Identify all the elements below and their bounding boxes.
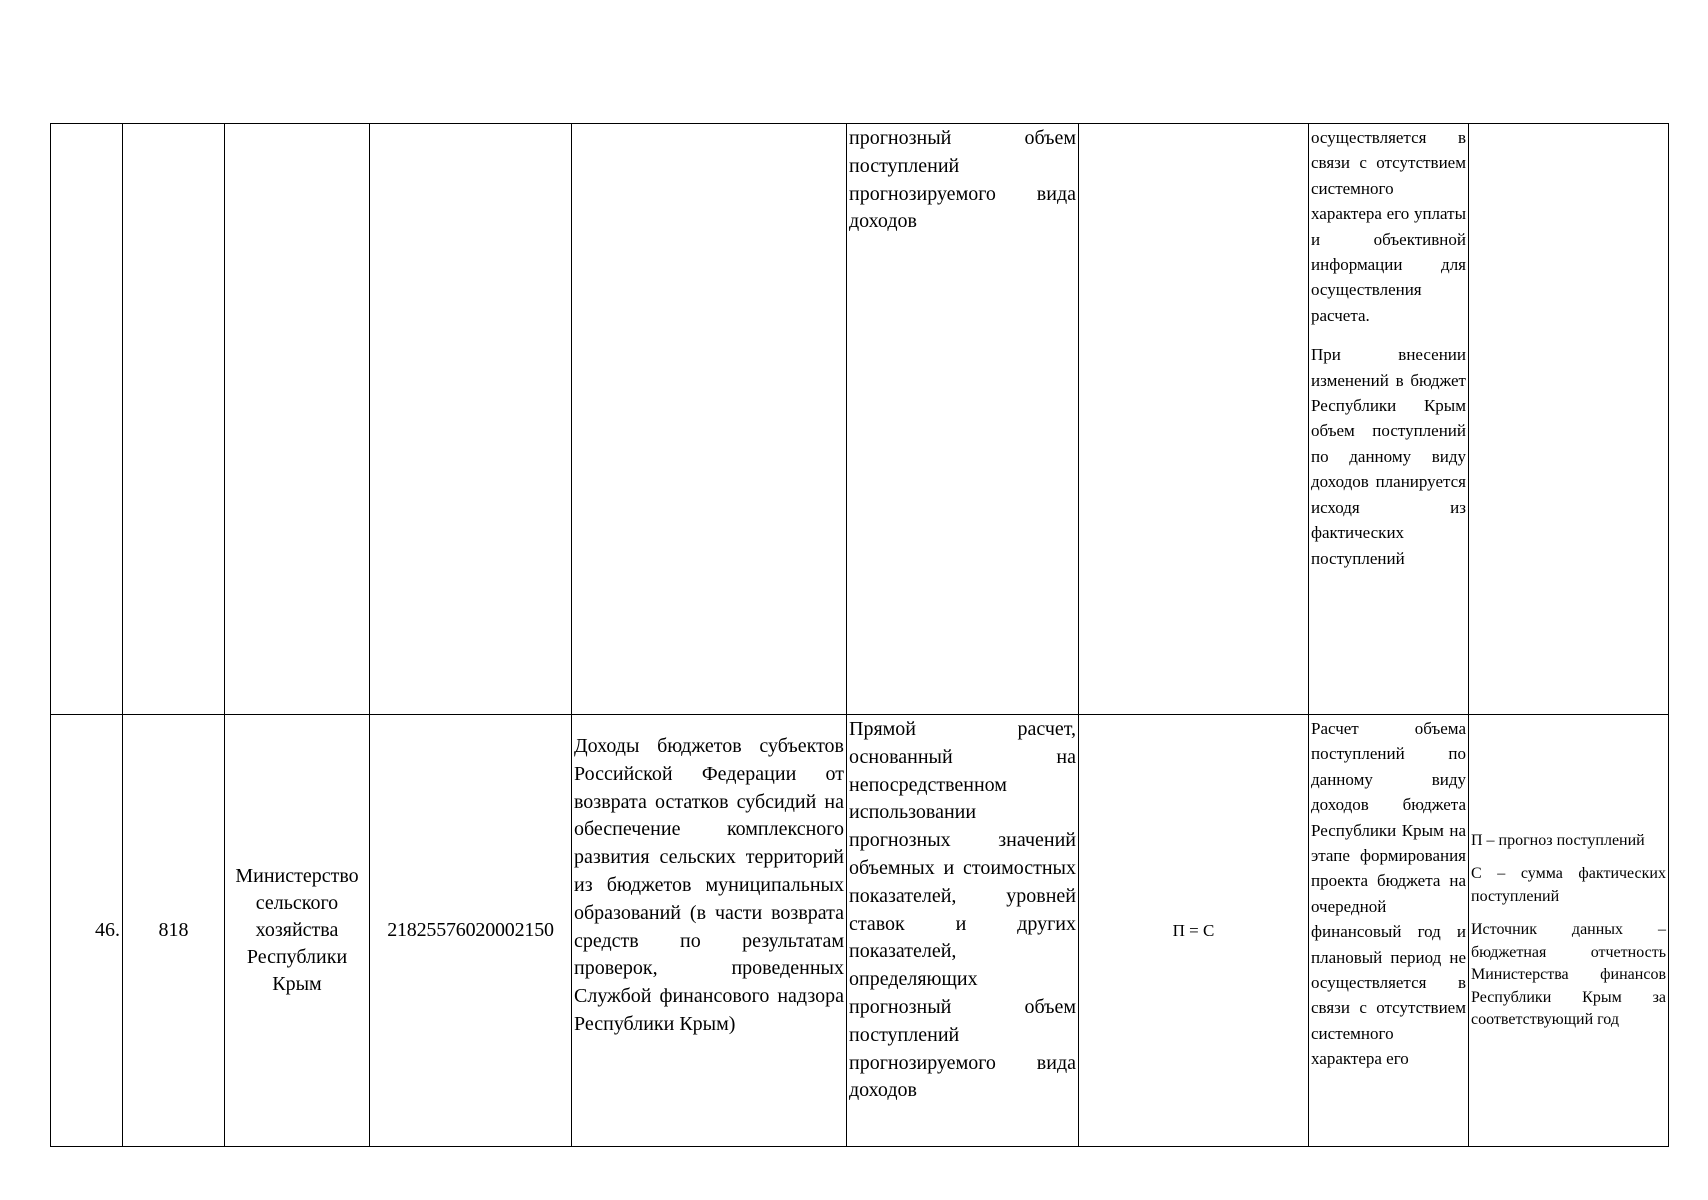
calculation-algorithm (1309, 124, 1469, 715)
calculation-method: прогнозный объем поступлений прогнозируемого вида доходов (847, 124, 1079, 715)
algorithm-paragraph: осуществляется в связи с отсутствием системного характера его уплаты и объективной информации для осуществления расчета. (1311, 128, 1466, 325)
indicator-forecast: П – прогноз поступлений (1471, 831, 1645, 849)
data-source: Источник данных – бюджетная отчетность Министерства финансов Республики Крым за соответствующий год (1471, 921, 1666, 1028)
income-type-name (572, 124, 847, 715)
calculation-formula: П = С (1079, 715, 1309, 1147)
row-number: 46. (51, 715, 123, 1147)
income-type-name: Доходы бюджетов субъектов Российской Федерации от возврата остатков субсидий на обеспечение комплексного развития сельских территорий из бюджетов муниципальных образований (в части возврата средств по результатам проверок, проведенных Службой финансового надзора Республики Крым) (572, 715, 847, 1147)
revenue-forecast-table (50, 123, 1669, 1147)
calculation-method: Прямой расчет, основанный на непосредственном использовании прогнозных значений объемных и стоимостных показателей, уровней ставок и других показателей, определяющих прогнозный объем поступлений прогнозируемого вида доходов (847, 715, 1079, 1147)
admin-code: 818 (123, 715, 225, 1147)
indicator-actual: С – сумма фактических поступлений (1471, 865, 1666, 905)
table-row (51, 715, 1669, 1147)
administrator-name: Министерство сельского хозяйства Республики Крым (225, 715, 370, 1147)
calculation-algorithm (1309, 715, 1469, 1147)
administrator-name (225, 124, 370, 715)
budget-classification-code: 21825576020002150 (370, 715, 572, 1147)
algorithm-paragraph: Расчет объема поступлений по данному виду доходов бюджета Республики Крым на этапе формирования проекта бюджета на очередной финансовый год и плановый период не осуществляется в связи с отсутствием системного характера его (1311, 719, 1466, 1069)
indicator-description (1469, 715, 1669, 1147)
table-row (51, 124, 1669, 715)
calculation-formula (1079, 124, 1309, 715)
indicator-description (1469, 124, 1669, 715)
row-number (51, 124, 123, 715)
admin-code (123, 124, 225, 715)
budget-classification-code (370, 124, 572, 715)
algorithm-paragraph: При внесении изменений в бюджет Республики Крым объем поступлений по данному виду доходов планируется исходя из фактических поступлений (1311, 345, 1466, 568)
